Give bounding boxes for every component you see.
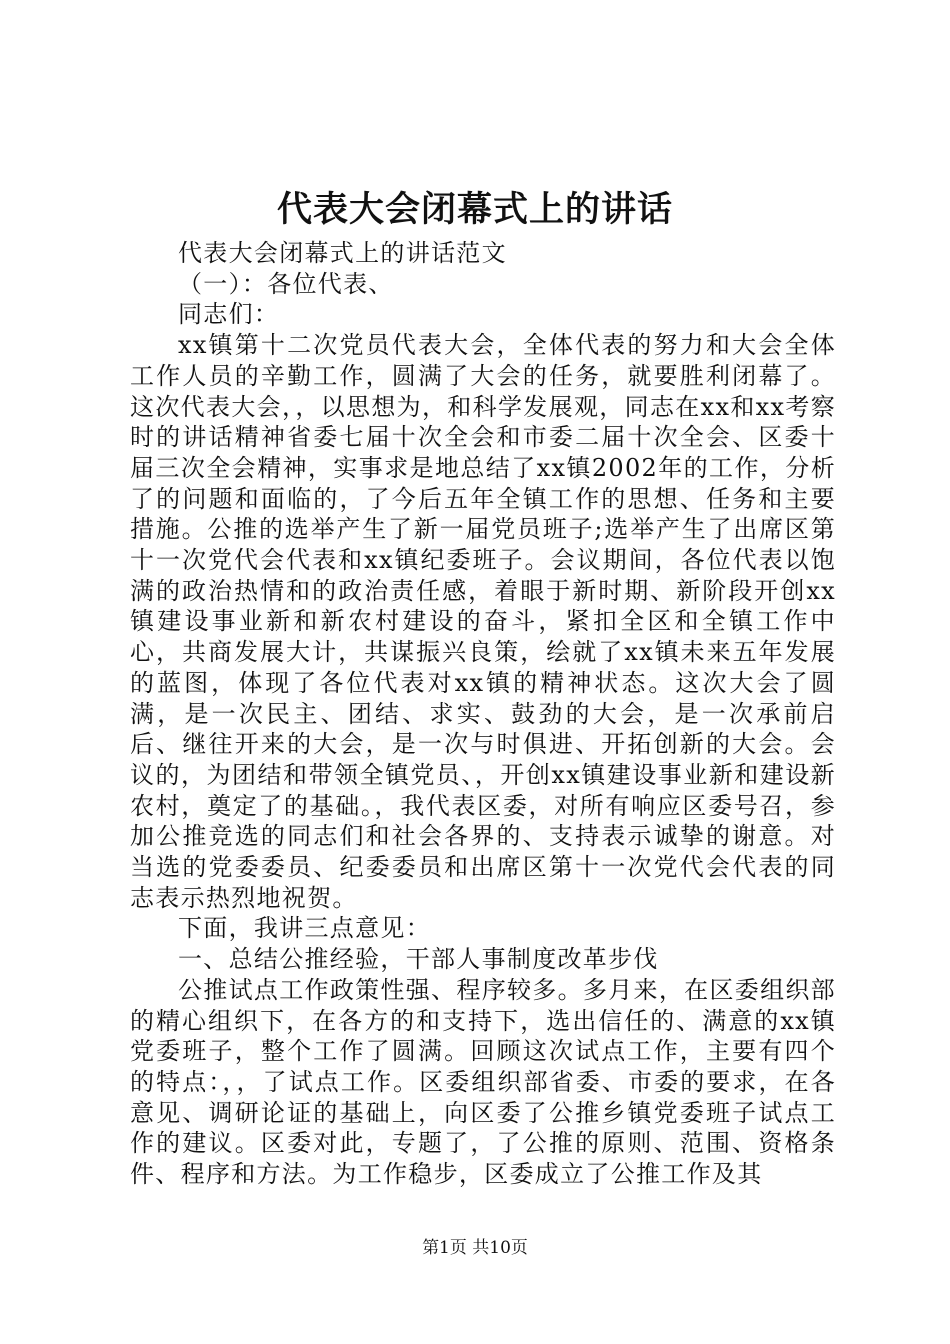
body-paragraph: （一）：各位代表、 <box>178 269 394 298</box>
body-paragraph: 下面，我讲三点意见： <box>178 914 431 943</box>
document-body <box>130 238 836 1190</box>
body-paragraph: 公推试点工作政策性强、程序较多。多月来，在区委组织部的精心组织下，在各方的和支持下，选出信任的、满意的xx镇党委班子，整个工作了圆满。回顾这次试点工作，主要有四个的特点：，，了试点工作。区委组织部省委、市委的要求，在各意见、调研论证的基础上，向区委了公推乡镇党委班子试点工作的建议。区委对此，专题了，了公推的原则、范围、资格条件、程序和方法。为工作稳步，区委成立了公推工作及其 <box>130 975 836 1189</box>
page-footer: 第1页 共10页 <box>422 1238 528 1258</box>
document-title: 代表大会闭幕式上的讲话 <box>276 189 673 230</box>
body-paragraph: xx镇第十二次党员代表大会，全体代表的努力和大会全体工作人员的辛勤工作，圆满了大会的任务，就要胜利闭幕了。这次代表大会，，以思想为，和科学发展观，同志在xx和xx考察时的讲话精神省委七届十次全会和市委二届十次全会、区委十届三次全会精神，实事求是地总结了xx镇2002年的工作，分析了的问题和面临的，了今后五年全镇工作的思想、任务和主要措施。公推的选举产生了新一届党员班子;选举产生了出席区第十一次党代会代表和xx镇纪委班子。会议期间，各位代表以饱满的政治热情和的政治责任感，着眼于新时期、新阶段开创xx镇建设事业新和新农村建设的奋斗，紧扣全区和全镇工作中心，共商发展大计，共谋振兴良策，绘就了xx镇未来五年发展的蓝图，体现了各位代表对xx镇的精神状态。这次大会了圆满，是一次民主、团结、求实、鼓劲的大会，是一次承前启后、继往开来的大会，是一次与时俱进、开拓创新的大会。会议的，为团结和带领全镇党员、，开创xx镇建设事业新和建设新农村，奠定了的基础。，我代表区委，对所有响应区委号召，参加公推竞选的同志们和社会各界的、支持表示诚挚的谢意。对当选的党委委员、纪委委员和出席区第十一次党代会代表的同志表示热烈地祝贺。 <box>130 331 836 912</box>
body-paragraph: 同志们： <box>178 300 280 329</box>
body-paragraph: 代表大会闭幕式上的讲话范文 <box>178 239 507 267</box>
section-heading: 一、总结公推经验，干部人事制度改革步伐 <box>178 945 659 974</box>
